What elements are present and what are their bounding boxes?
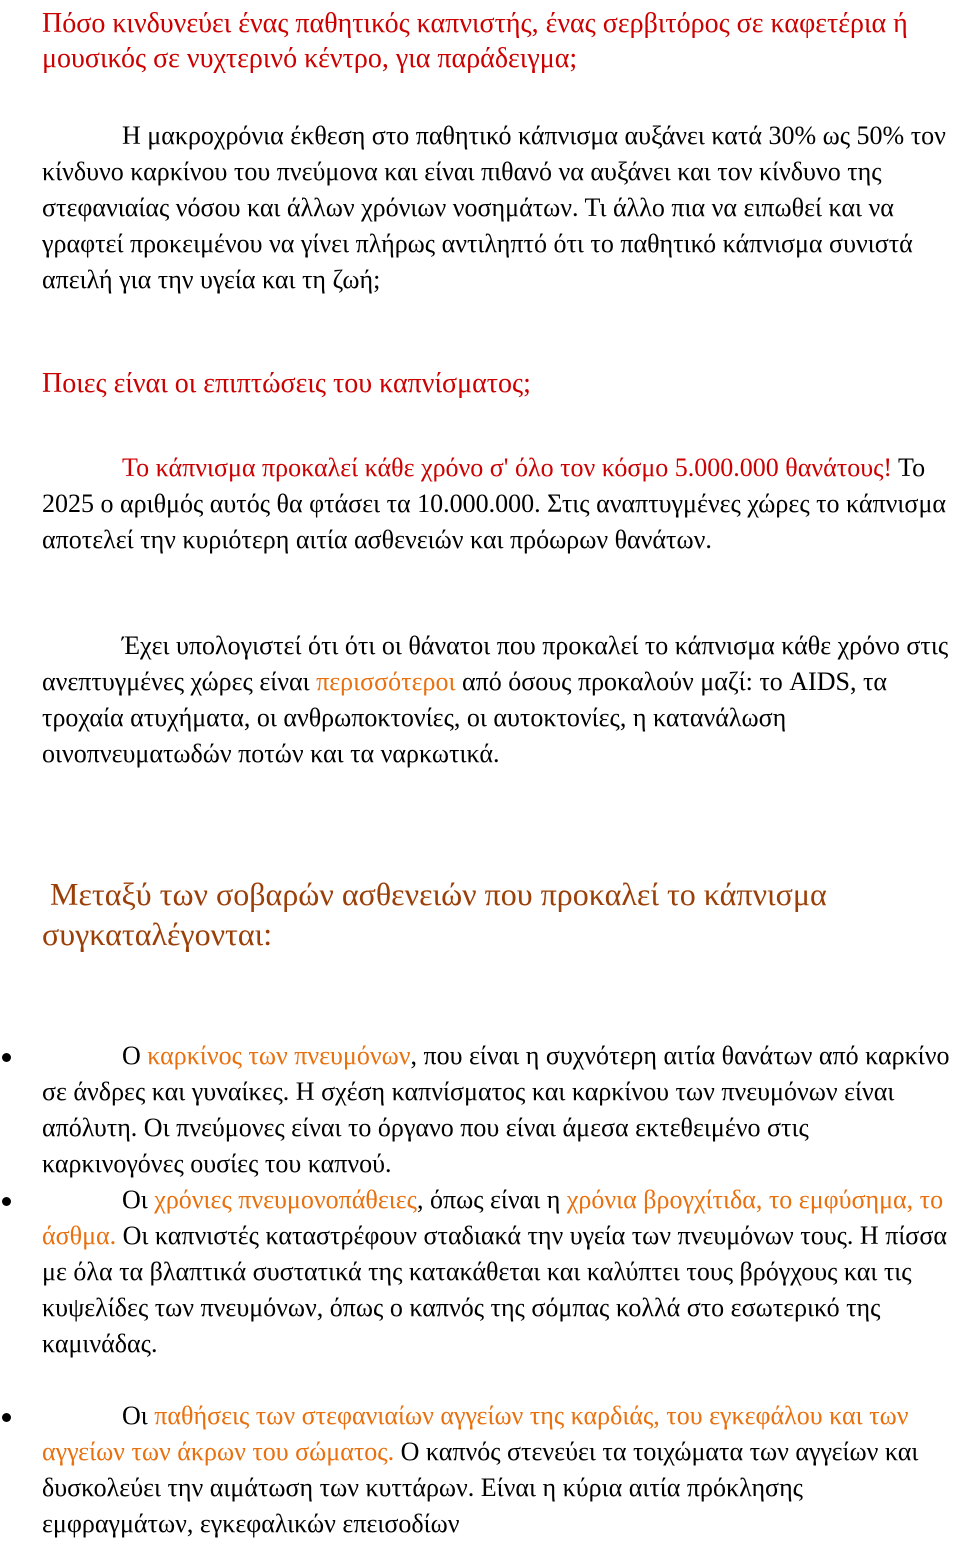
comparison-highlight: περισσότεροι — [316, 667, 456, 696]
bullet-dot — [2, 1197, 11, 1206]
list-item-lung-cancer — [42, 1038, 954, 1182]
list-item-chronic-lung-disease — [42, 1182, 954, 1362]
paragraph-deaths-statistics — [42, 450, 954, 558]
comparison-text-before: Έχει υπολογιστεί ότι ότι οι θάνατοι που προκαλεί το κάπνισμα κάθε χρόνο στις ανεπτυγμένες χώρες είναι — [42, 631, 949, 696]
list-item-vascular-diseases — [42, 1398, 954, 1542]
heading-smoking-effects: Ποιες είναι οι επιπτώσεις του καπνίσματος; — [42, 368, 531, 399]
bullet-dot — [2, 1413, 11, 1422]
bullet-dot — [2, 1053, 11, 1062]
heading-passive-smoker-question: Πόσο κινδυνεύει ένας παθητικός καπνιστής, ένας σερβιτόρος σε καφετέρια ή μουσικός σε νυχτερινό κέντρο, για παράδειγμα; — [42, 8, 908, 74]
lung-cancer-highlight: καρκίνος των πνευμόνων — [147, 1041, 411, 1070]
paragraph-comparison — [42, 628, 954, 772]
deaths-forecast-text: Το 2025 ο αριθμός αυτός θα φτάσει τα 10.000.000. Στις αναπτυγμένες χώρες το κάπνισμα αποτελεί την κυριότερη αιτία ασθενειών και πρόωρων θανάτων. — [42, 453, 947, 554]
vascular-diseases-highlight: παθήσεις των στεφανιαίων αγγείων της καρδιάς, του εγκεφάλου και των αγγείων των άκρων του σώματος. — [42, 1401, 909, 1466]
heading-serious-diseases: Μεταξύ των σοβαρών ασθενειών που προκαλεί το κάπνισμα συγκαταλέγονται: — [42, 876, 827, 952]
deaths-per-year-highlight: Το κάπνισμα προκαλεί κάθε χρόνο σ' όλο τον κόσμο 5.000.000 θανάτους! — [122, 453, 893, 482]
bullet-lead: Οι — [122, 1185, 155, 1214]
bullet-text: , που είναι η συχνότερη αιτία θανάτων από καρκίνο σε άνδρες και γυναίκες. Η σχέση καπνίσματος και καρκίνου των πνευμόνων είναι απόλυτη. Οι πνεύμονες είναι το όργανο που είναι άμεσα εκτεθειμένο στις καρκινογόνες ουσίες του καπνού. — [42, 1041, 950, 1178]
bullet-text: Ο καπνός στενεύει τα τοιχώματα των αγγείων και δυσκολεύει την αιμάτωση των κυττάρων. Είναι η κύρια αιτία πρόκλησης εμφραγμάτων, εγκεφαλικών επεισοδίων — [42, 1437, 919, 1538]
bullet-lead: Οι — [122, 1401, 155, 1430]
bullet-lead: Ο — [122, 1041, 148, 1070]
comparison-text-after: από όσους προκαλούν μαζί: το AIDS, τα τροχαία ατυχήματα, οι ανθρωποκτονίες, οι αυτοκτονίες, η κατανάλωση οινοπνευματωδών ποτών και τα ναρκωτικά. — [42, 667, 888, 768]
paragraph-passive-smoking-risk: Η μακροχρόνια έκθεση στο παθητικό κάπνισμα αυξάνει κατά 30% ως 50% τον κίνδυνο καρκίνου του πνεύμονα και είναι πιθανό να αυξάνει και τον κίνδυνο της στεφανιαίας νόσου και άλλων χρόνιων νοσημάτων. Τι άλλο πια να ειπωθεί και να γραφτεί προκειμένου να γίνει πλήρως αντιληπτό ότι το παθητικό κάπνισμα συνιστά απειλή για την υγεία και τη ζωή; — [42, 121, 946, 294]
bronchitis-emphysema-asthma-highlight: χρόνια βρογχίτιδα, το εμφύσημα, το άσθμα. — [42, 1185, 944, 1250]
bullet-text-tail: Οι καπνιστές καταστρέφουν σταδιακά την υγεία των πνευμόνων τους. Η πίσσα με όλα τα βλαπτικά συστατικά της κατακάθεται και καλύπτει τους βρόγχους και τις κυψελίδες των πνευμόνων, όπως ο καπνός της σόμπας κολλά στο εσωτερικό της καμινάδας. — [42, 1221, 947, 1358]
chronic-lung-disease-highlight: χρόνιες πνευμονοπάθειες — [154, 1185, 417, 1214]
bullet-text: , όπως είναι η — [416, 1185, 567, 1214]
